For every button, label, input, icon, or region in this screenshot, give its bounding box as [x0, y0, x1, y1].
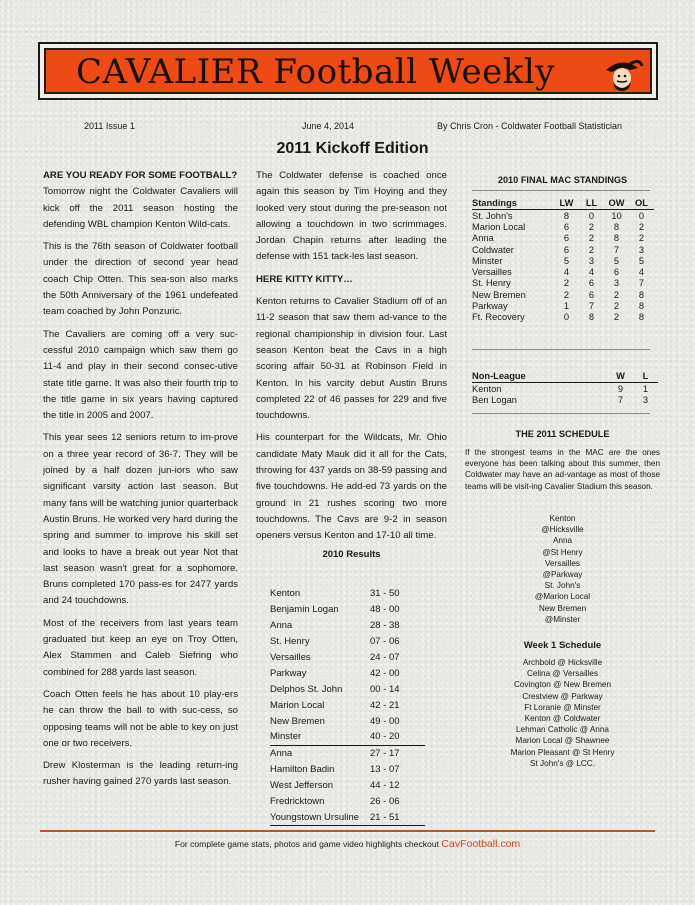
table-cell: 9 — [617, 383, 624, 394]
table-header — [472, 196, 654, 210]
paragraph — [43, 168, 238, 233]
table-row — [270, 746, 425, 762]
table-row — [472, 233, 654, 244]
table-row — [270, 778, 425, 794]
table-cell: St. John's — [472, 210, 513, 221]
column-header: LL — [585, 197, 598, 208]
team-name: St. Henry — [270, 636, 310, 648]
list-item: Kenton @ Coldwater — [524, 714, 601, 724]
game-score: 42 - 21 — [370, 699, 400, 711]
footer-link[interactable]: CavFootball.com — [441, 838, 521, 850]
list-item: @Parkway — [542, 570, 583, 580]
list-item: Covington @ New Bremen — [513, 680, 612, 690]
list-item: @St Henry — [542, 547, 583, 557]
game-score: 48 - 00 — [370, 604, 400, 616]
paragraph: This year sees 12 seniors return to im-prove on a three year record of 36-7. They will be joined by a half dozen jun-iors who saw significant varsity action last season. But many fans will be watching junior quarterback Austin Bruns. He worked very hard during the spring and summer to improve his skill set and looks to have a break out year Not that last season wasn't great for a sophomore. Bruns completed 170 pass-es for 2477 yards and 24 touchdowns. — [43, 432, 238, 607]
table-row — [472, 300, 654, 311]
table-cell: 6 — [588, 278, 595, 289]
table-cell: 5 — [563, 255, 570, 266]
column-header: LW — [559, 197, 574, 208]
list-item: Ft Loranie @ Minster — [524, 702, 601, 712]
team-name: West Jefferson — [270, 780, 334, 792]
table-cell: 8 — [638, 312, 645, 323]
game-score: 44 - 12 — [370, 780, 400, 792]
list-item: Versailles — [544, 558, 581, 568]
table-cell: 5 — [638, 255, 645, 266]
table-row — [472, 266, 654, 277]
paragraph: The Coldwater defense is coached once again this season by Tim Hoying and they looked very stout during the pre-season not allowing a touchdown in two scrimmages. Jordan Chapin returns after leading the defense with 151 tack-les last season. — [256, 170, 447, 263]
table-cell: 6 — [563, 233, 570, 244]
table-cell: 1 — [642, 383, 649, 394]
table-cell: 2 — [613, 301, 620, 312]
table-cell: 6 — [563, 244, 570, 255]
table-row — [270, 729, 425, 746]
table-cell: 2 — [638, 233, 645, 244]
table-cell: 8 — [613, 233, 620, 244]
list-item: St. John's — [544, 581, 581, 591]
list-item: Kenton — [549, 514, 576, 523]
table-row — [472, 255, 654, 266]
column-left — [43, 168, 238, 797]
team-name: Kenton — [270, 588, 301, 600]
table-row — [270, 697, 425, 713]
team-name: Parkway — [270, 667, 307, 679]
week1-title: Week 1 Schedule — [523, 640, 602, 651]
table-row — [270, 681, 425, 697]
table-cell: 8 — [638, 301, 645, 312]
table-cell: 2 — [588, 244, 595, 255]
table-row — [270, 586, 425, 602]
paragraph: Drew Klosterman is the leading return-ing rusher having gained 270 yards last season. — [43, 760, 238, 788]
list-item: Crestview @ Parkway — [522, 691, 603, 701]
paragraph: The Cavaliers are coming off a very suc-cessful 2010 campaign which saw them go 11-4 and play in their second consec-utive state title game. It was also their fourth trip to the title game in six years having captured the title in 2005 and 2007. — [43, 328, 238, 422]
game-score: 00 - 14 — [370, 683, 400, 695]
team-name: Versailles — [270, 652, 311, 663]
list-item: Lehman Catholic @ Anna — [516, 725, 609, 735]
list-item: New Bremen — [538, 603, 587, 613]
column-header: L — [642, 370, 649, 381]
table-row — [472, 383, 658, 394]
table-row — [472, 210, 654, 221]
results-title: 2010 Results — [322, 549, 381, 560]
table-row — [270, 713, 425, 729]
game-score: 13 - 07 — [370, 764, 400, 776]
schedule-title: THE 2011 SCHEDULE — [515, 429, 610, 439]
footer — [40, 838, 655, 850]
masthead-banner — [38, 42, 658, 100]
paragraph: Most of the receivers from last years team graduated but keep an eye on Troy Otten, Alex Stammen and Caleb Siefring who combined for 288 yards last season. — [43, 617, 238, 678]
game-score: 49 - 00 — [370, 715, 400, 727]
table-cell: 6 — [563, 221, 570, 232]
team-name: Youngstown Ursuline — [270, 811, 359, 823]
divider — [472, 190, 650, 191]
table-cell: Ben Logan — [472, 394, 517, 405]
column-header: OL — [635, 197, 648, 208]
team-name: Minster — [270, 731, 302, 743]
table-cell: 6 — [588, 289, 595, 300]
table-cell: 8 — [613, 221, 620, 232]
team-name: Delphos St. John — [270, 683, 343, 695]
divider — [472, 349, 650, 350]
non-league-table — [472, 369, 658, 406]
section-heading: HERE KITTY KITTY… — [256, 273, 353, 285]
table-cell: 3 — [638, 244, 645, 255]
table-row — [270, 634, 425, 650]
table-cell: 4 — [588, 267, 595, 278]
team-name: Anna — [270, 620, 293, 632]
paragraph-text: Tomorrow night the Coldwater Cavaliers will kick off the 2011 season hosting the defending WBL champion Kenton Wild-cats. — [43, 186, 238, 230]
footer-text: For complete game stats, photos and game video highlights checkout — [174, 839, 442, 849]
headline: 2011 Kickoff Edition — [276, 140, 429, 157]
team-name: Hamilton Badin — [270, 764, 335, 776]
week1-list — [465, 657, 660, 769]
game-score: 42 - 00 — [370, 667, 400, 679]
table-row — [270, 618, 425, 634]
table-row — [472, 394, 658, 405]
table-row — [270, 794, 425, 810]
table-row — [472, 278, 654, 289]
team-name: Benjamin Logan — [270, 604, 339, 616]
list-item: St John's @ LCC. — [530, 758, 595, 768]
table-cell: Parkway — [472, 301, 508, 312]
table-cell: 4 — [638, 267, 645, 278]
cavalier-mascot-icon — [600, 54, 644, 94]
list-item: @Marion Local — [534, 592, 591, 602]
game-score: 21 - 51 — [370, 811, 400, 823]
table-cell: Ft. Recovery — [472, 312, 525, 323]
table-cell: 2 — [613, 312, 620, 323]
game-score: 26 - 06 — [370, 796, 400, 808]
table-cell: 0 — [588, 210, 595, 221]
list-item: Celina @ Versailles — [526, 669, 599, 679]
table-cell: 8 — [563, 210, 570, 221]
paragraph: Kenton returns to Cavalier Stadium off of an 11-2 season that saw them ad-vance to the regional championship in division four. Last season Kenton beat the Cavs in a high scoring affair 50-31 at Robinson Field in Kenton. In his varcity debut Austin Bruns completed 22 of 46 passes for 229 and five touchdowns. — [256, 296, 447, 422]
table-cell: Minster — [472, 255, 503, 266]
game-score: 28 - 38 — [370, 620, 400, 632]
byline: By Chris Cron - Coldwater Football Statistician — [437, 121, 623, 131]
lead-heading: ARE YOU READY FOR SOME FOOTBALL? — [43, 170, 238, 181]
list-item: Anna — [552, 536, 573, 546]
team-name: Anna — [270, 748, 293, 760]
table-header — [472, 369, 658, 383]
table-cell: 2 — [613, 289, 620, 300]
table-cell: Kenton — [472, 383, 502, 394]
table-cell: 7 — [588, 301, 595, 312]
game-score: 07 - 06 — [370, 636, 400, 648]
masthead-banner-inner — [44, 48, 652, 94]
column-header: Standings — [472, 197, 517, 208]
table-cell: Versailles — [472, 267, 512, 278]
column-middle — [256, 168, 447, 551]
table-cell: Anna — [472, 233, 494, 244]
table-row — [472, 244, 654, 255]
table-cell: Coldwater — [472, 244, 514, 255]
game-score: 24 - 07 — [370, 652, 400, 663]
table-row — [472, 289, 654, 300]
table-row — [270, 602, 425, 618]
team-name: Marion Local — [270, 699, 325, 711]
table-cell: 4 — [563, 267, 570, 278]
table-cell: St. Henry — [472, 278, 511, 289]
standings-table — [472, 196, 654, 323]
table-cell: 2 — [638, 221, 645, 232]
paragraph: Coach Otten feels he has about 10 play-ers he can throw the ball to with suc-cess, so opposing teams will not be able to key on just one or two receivers. — [43, 688, 238, 749]
table-cell: 7 — [617, 394, 624, 405]
table-cell: 2 — [563, 278, 570, 289]
table-row — [270, 665, 425, 681]
table-cell: 3 — [642, 394, 649, 405]
table-row — [472, 221, 654, 232]
table-cell: 7 — [613, 244, 620, 255]
game-score: 31 - 50 — [370, 588, 400, 600]
table-cell: Marion Local — [472, 221, 526, 232]
table-cell: 3 — [588, 255, 595, 266]
table-cell: 2 — [588, 221, 595, 232]
list-item: @Hicksville — [541, 525, 584, 535]
list-item: @Minster — [544, 614, 581, 624]
table-row — [472, 312, 654, 323]
paragraph: This is the 76th season of Coldwater football under the direction of second year head coach Chip Otten. This sea-son also marks the 50th Anniversary of the 1961 undefeated team coached by John Ponzuric. — [43, 241, 238, 318]
issue-date: June 4, 2014 — [302, 121, 355, 131]
list-item: Marion Pleasant @ St Henry — [510, 747, 615, 757]
schedule-list — [465, 513, 660, 625]
team-name: Fredricktown — [270, 796, 325, 808]
table-cell: 7 — [638, 278, 645, 289]
table-cell: 8 — [638, 289, 645, 300]
table-cell: 2 — [588, 233, 595, 244]
table-cell: 2 — [563, 289, 570, 300]
table-row — [270, 650, 425, 666]
game-score: 40 - 20 — [370, 731, 400, 743]
team-name: New Bremen — [270, 715, 325, 727]
issue-number: 2011 Issue 1 — [84, 121, 135, 131]
table-cell: 3 — [613, 278, 620, 289]
table-cell: 6 — [613, 267, 620, 278]
schedule-intro: If the strongest teams in the MAC are the ones everyone has been talking about this summer, then Coldwater may have an ad-vantage as most of those teams will be visit-ing Cavalier Stadium this season. — [465, 448, 660, 491]
table-cell: 1 — [563, 301, 570, 312]
table-cell: 0 — [563, 312, 570, 323]
column-header: OW — [608, 197, 625, 208]
standings-title: 2010 FINAL MAC STANDINGS — [497, 175, 628, 185]
game-score: 27 - 17 — [370, 748, 400, 760]
column-header: W — [616, 370, 625, 381]
table-cell: 8 — [588, 312, 595, 323]
table-cell: 0 — [638, 210, 645, 221]
paragraph: His counterpart for the Wildcats, Mr. Ohio candidate Maty Mauk did it all for the Cats, throwing for 437 yards on 38-59 passing and five touchdowns. He add-ed 73 yards on the ground in 21 rushes scoring two more touchdowns. The Cavs are 9-2 in season openers versus Kenton and 17-10 all time. — [256, 432, 447, 542]
column-header: Non-League — [472, 370, 526, 381]
table-row — [270, 809, 425, 826]
divider — [472, 413, 650, 414]
table-cell: 5 — [613, 255, 620, 266]
list-item: Marion Local @ Shawnee — [515, 736, 610, 746]
results-table — [270, 586, 425, 826]
masthead-title: CAVALIER Football Weekly — [76, 52, 555, 92]
table-row — [270, 762, 425, 778]
footer-rule — [40, 830, 655, 832]
table-cell: 10 — [611, 210, 622, 221]
table-cell: New Bremen — [472, 289, 526, 300]
list-item: Archbold @ Hicksville — [522, 658, 603, 667]
